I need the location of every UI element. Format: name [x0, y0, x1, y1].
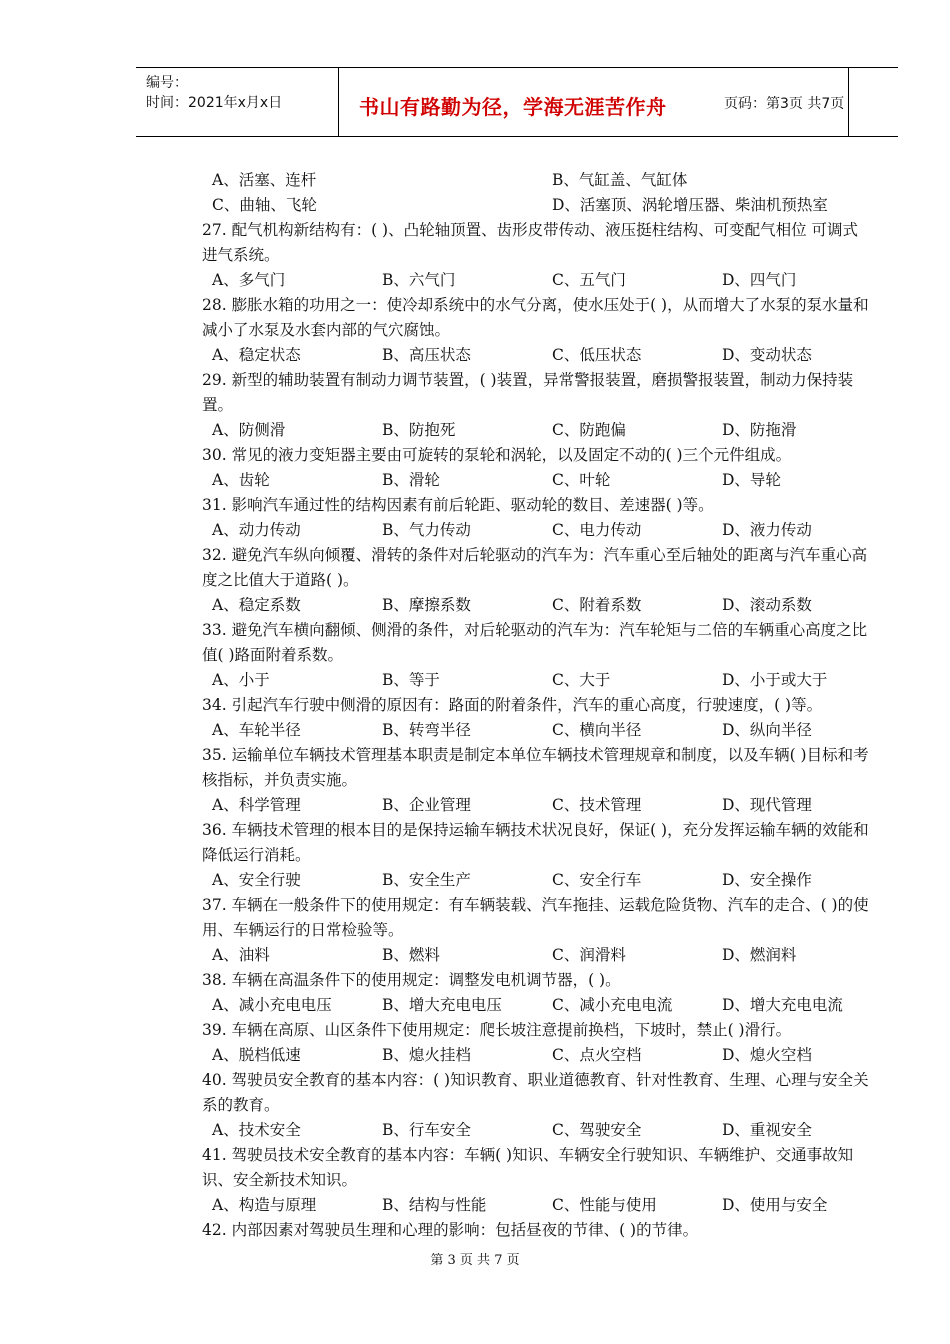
answer-option: D、重视安全	[722, 1121, 812, 1139]
question-text: 36. 车辆技术管理的根本目的是保持运输车辆技术状况良好，保证( )，充分发挥运输车辆的效能和降低运行消耗。	[202, 821, 869, 864]
answer-option: D、四气门	[722, 271, 797, 289]
answer-option: A、活塞、连杆	[212, 171, 317, 189]
answer-option: A、科学管理	[212, 796, 301, 814]
header-motto: 书山有路勤为径，学海无涯苦作舟	[359, 95, 667, 119]
answer-option: D、使用与安全	[722, 1196, 828, 1214]
answer-option: A、稳定系数	[212, 596, 301, 614]
answer-option: D、安全操作	[722, 871, 812, 889]
answer-option: B、高压状态	[382, 346, 471, 364]
question-block	[202, 743, 872, 818]
header-page-label: 页码：第3页 共7页	[724, 96, 845, 112]
answer-option: D、滚动系数	[722, 596, 812, 614]
question-block	[202, 443, 872, 493]
option-row	[202, 1043, 872, 1068]
option-row	[202, 943, 872, 968]
question-block	[202, 493, 872, 543]
answer-option: A、脱档低速	[212, 1046, 301, 1064]
answer-option: A、车轮半径	[212, 721, 301, 739]
answer-option: B、气缸盖、气缸体	[552, 171, 688, 189]
answer-option: B、气力传动	[382, 521, 471, 539]
option-row	[202, 1193, 872, 1218]
question-text: 30. 常见的液力变矩器主要由可旋转的泵轮和涡轮，以及固定不动的( )三个元件组成。	[202, 446, 792, 464]
answer-option: C、驾驶安全	[552, 1121, 642, 1139]
question-block	[202, 968, 872, 1018]
answer-option: C、低压状态	[552, 346, 642, 364]
option-row	[202, 668, 872, 693]
answer-option: B、熄火挂档	[382, 1046, 471, 1064]
answer-option: A、减小充电电压	[212, 996, 332, 1014]
option-row	[202, 343, 872, 368]
option-row	[202, 418, 872, 443]
answer-option: D、液力传动	[722, 521, 812, 539]
question-text: 35. 运输单位车辆技术管理基本职责是制定本单位车辆技术管理规章和制度，以及车辆( )目标和考核指标，并负责实施。	[202, 746, 869, 789]
answer-option: C、曲轴、飞轮	[212, 196, 317, 214]
document-time-label: 时间：2021年x月x日	[146, 95, 283, 111]
option-row	[202, 993, 872, 1018]
answer-option: D、燃润料	[722, 946, 797, 964]
answer-option: A、动力传动	[212, 521, 301, 539]
answer-option: C、电力传动	[552, 521, 642, 539]
question-text: 34. 引起汽车行驶中侧滑的原因有：路面的附着条件，汽车的重心高度，行驶速度，( )等。	[202, 696, 823, 714]
answer-option: D、导轮	[722, 471, 781, 489]
option-row	[202, 1118, 872, 1143]
answer-option: C、技术管理	[552, 796, 642, 814]
answer-option: A、防侧滑	[212, 421, 286, 439]
answer-option: C、叶轮	[552, 471, 611, 489]
header-left-cell	[136, 68, 338, 136]
answer-option: D、熄火空档	[722, 1046, 812, 1064]
answer-option: A、小于	[212, 671, 270, 689]
option-row	[202, 468, 872, 493]
answer-option: B、行车安全	[382, 1121, 471, 1139]
answer-option: C、大于	[552, 671, 611, 689]
question-block	[202, 693, 872, 743]
answer-option: B、转弯半径	[382, 721, 471, 739]
question-text: 31. 影响汽车通过性的结构因素有前后轮距、驱动轮的数目、差速器( )等。	[202, 496, 714, 514]
answer-option: B、滑轮	[382, 471, 440, 489]
question-text: 28. 膨胀水箱的功用之一：使冷却系统中的水气分离，使水压处于( )，从而增大了水泵的泵水量和减小了水泵及水套内部的气穴腐蚀。	[202, 296, 869, 339]
header-right-cell	[712, 68, 898, 136]
answer-option: D、增大充电电流	[722, 996, 843, 1014]
option-row	[202, 193, 872, 218]
page-footer: 第 3 页 共 7 页	[430, 1253, 520, 1268]
answer-option: C、润滑料	[552, 946, 626, 964]
answer-option: D、小于或大于	[722, 671, 828, 689]
option-row	[202, 268, 872, 293]
answer-option: A、技术安全	[212, 1121, 301, 1139]
answer-option: D、防拖滑	[722, 421, 797, 439]
question-list	[202, 168, 872, 1243]
answer-option: C、五气门	[552, 271, 626, 289]
question-block	[202, 818, 872, 893]
answer-option: B、结构与性能	[382, 1196, 487, 1214]
answer-option: C、性能与使用	[552, 1196, 657, 1214]
question-block	[202, 1218, 872, 1243]
answer-option: A、多气门	[212, 271, 286, 289]
question-block	[202, 543, 872, 618]
option-row	[202, 793, 872, 818]
question-text: 41. 驾驶员技术安全教育的基本内容：车辆( )知识、车辆安全行驶知识、车辆维护、交通事故知识、安全新技术知识。	[202, 1146, 854, 1189]
option-row	[202, 868, 872, 893]
answer-option: A、稳定状态	[212, 346, 301, 364]
answer-option: A、油料	[212, 946, 270, 964]
answer-option: A、齿轮	[212, 471, 270, 489]
answer-option: C、横向半径	[552, 721, 642, 739]
question-block	[202, 218, 872, 293]
question-text: 42. 内部因素对驾驶员生理和心理的影响：包括昼夜的节律、( )的节律。	[202, 1221, 699, 1239]
question-text: 39. 车辆在高原、山区条件下使用规定：爬长坡注意提前换档，下坡时，禁止( )滑行。	[202, 1021, 792, 1039]
document-number-label: 编号：	[146, 75, 188, 91]
question-text: 33. 避免汽车横向翻倾、侧滑的条件，对后轮驱动的汽车为：汽车轮矩与二倍的车辆重心高度之比值( )路面附着系数。	[202, 621, 868, 664]
option-row	[202, 518, 872, 543]
question-text: 32. 避免汽车纵向倾覆、滑转的条件对后轮驱动的汽车为：汽车重心至后轴处的距离与汽车重心高度之比值大于道路( )。	[202, 546, 868, 589]
page-header	[136, 67, 898, 137]
answer-option: B、安全生产	[382, 871, 471, 889]
question-text: 38. 车辆在高温条件下的使用规定：调整发电机调节器，( )。	[202, 971, 621, 989]
question-block	[202, 168, 872, 218]
option-row	[202, 168, 872, 193]
answer-option: B、摩擦系数	[382, 596, 471, 614]
question-block	[202, 368, 872, 443]
question-block	[202, 893, 872, 968]
question-block	[202, 618, 872, 693]
answer-option: B、企业管理	[382, 796, 471, 814]
answer-option: A、安全行驶	[212, 871, 301, 889]
answer-option: B、防抱死	[382, 421, 456, 439]
answer-option: B、增大充电电压	[382, 996, 502, 1014]
question-block	[202, 1068, 872, 1143]
answer-option: C、安全行车	[552, 871, 642, 889]
answer-option: B、等于	[382, 671, 440, 689]
question-block	[202, 1143, 872, 1218]
question-block	[202, 1018, 872, 1068]
answer-option: C、防跑偏	[552, 421, 626, 439]
answer-option: D、纵向半径	[722, 721, 812, 739]
option-row	[202, 718, 872, 743]
answer-option: B、六气门	[382, 271, 456, 289]
question-text: 37. 车辆在一般条件下的使用规定：有车辆装载、汽车拖挂、运载危险货物、汽车的走合、( )的使用、车辆运行的日常检验等。	[202, 896, 869, 939]
answer-option: A、构造与原理	[212, 1196, 317, 1214]
answer-option: B、燃料	[382, 946, 440, 964]
question-text: 29. 新型的辅助装置有制动力调节装置，( )装置，异常警报装置，磨损警报装置，制动力保持装置。	[202, 371, 854, 414]
question-text: 40. 驾驶员安全教育的基本内容：( )知识教育、职业道德教育、针对性教育、生理、心理与安全关系的教育。	[202, 1071, 869, 1114]
answer-option: C、点火空档	[552, 1046, 642, 1064]
answer-option: C、减小充电电流	[552, 996, 673, 1014]
option-row	[202, 593, 872, 618]
answer-option: D、变动状态	[722, 346, 812, 364]
question-block	[202, 293, 872, 368]
answer-option: C、附着系数	[552, 596, 642, 614]
answer-option: D、现代管理	[722, 796, 812, 814]
answer-option: D、活塞顶、涡轮增压器、柴油机预热室	[552, 196, 828, 214]
question-text: 27. 配气机构新结构有：( )、凸轮轴顶置、齿形皮带传动、液压挺柱结构、可变配气相位 可调式进气系统。	[202, 221, 859, 264]
